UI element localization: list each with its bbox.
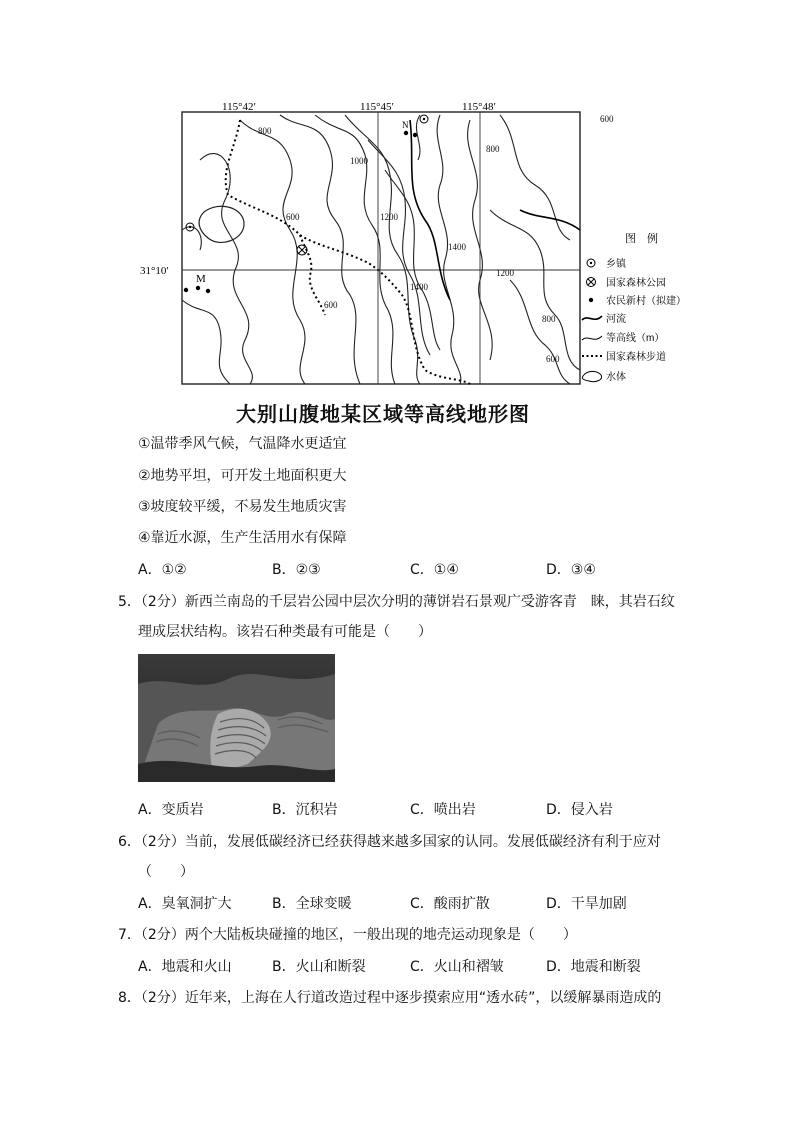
- q6-option-c[interactable]: C．酸雨扩散: [410, 896, 490, 912]
- point-m: [184, 273, 210, 293]
- map-caption: 大别山腹地某区域等高线地形图: [236, 402, 530, 426]
- legend-title: 图 例: [625, 233, 658, 245]
- q6-stem-line1: 6．（2分）当前，发展低碳经济已经获得越来越多国家的认同。发展低碳经济有利于应对: [118, 834, 661, 850]
- contour-label: 1200: [380, 212, 398, 222]
- contour-label: 800: [486, 144, 500, 154]
- contour-label: 1400: [410, 282, 428, 292]
- forest-trail: [300, 235, 325, 315]
- q6-option-a[interactable]: A．臭氧洞扩大: [138, 896, 232, 912]
- contour-label: 1000: [350, 156, 368, 166]
- river-icon: [582, 316, 602, 320]
- statement-2: ②地势平坦，可开发土地面积更大: [138, 468, 347, 484]
- map-legend: [582, 231, 686, 383]
- q4-option-c[interactable]: C．①④: [410, 562, 459, 578]
- contour-icon: [582, 336, 602, 340]
- statement-3: ③坡度较平缓，不易发生地质灾害: [138, 499, 347, 515]
- statement-1: ①温带季风气候，气温降水更适宜: [138, 436, 347, 452]
- legend-label: 水体: [606, 372, 626, 383]
- river: [520, 210, 580, 230]
- legend-label: 等高线（m）: [606, 333, 665, 344]
- lon-label: 115°45′: [360, 101, 394, 113]
- q5-option-a[interactable]: A．变质岩: [138, 802, 204, 818]
- q7-option-d[interactable]: D．地震和断裂: [546, 959, 641, 975]
- q5-option-b[interactable]: B．沉积岩: [272, 802, 338, 818]
- q6-option-d[interactable]: D．干旱加剧: [546, 896, 627, 912]
- contour-label: 800: [542, 314, 556, 324]
- legend-label: 河流: [606, 314, 626, 325]
- q5-option-d[interactable]: D．侵入岩: [546, 802, 613, 818]
- lat-label: 31°10′: [140, 265, 169, 277]
- lon-label: 115°48′: [462, 101, 496, 113]
- forest-trail: [226, 120, 470, 384]
- pancake-rocks-photo: [138, 654, 335, 782]
- water-body-icon: [582, 371, 601, 381]
- new-village-icon: [589, 298, 593, 302]
- point-label-m: M: [196, 273, 206, 285]
- legend-label: 国家森林公园: [606, 278, 666, 289]
- forest-park-icon: [587, 278, 596, 287]
- contour-label: 800: [258, 126, 272, 136]
- legend-label: 农民新村（拟建）: [606, 296, 686, 307]
- q8-stem: 8．（2分）近年来，上海在人行道改造过程中逐步摸索应用“透水砖”，以缓解暴雨造成的: [118, 990, 662, 1006]
- q4-option-b[interactable]: B．②③: [272, 562, 321, 578]
- statement-4: ④靠近水源，生产生活用水有保障: [138, 530, 347, 546]
- q4-option-a[interactable]: A．①②: [138, 562, 187, 578]
- q4-option-d[interactable]: D．③④: [546, 562, 596, 578]
- contour-map-figure: [140, 100, 720, 390]
- contour-label: 600: [600, 114, 614, 124]
- contour-lines: [182, 115, 580, 384]
- q6-stem-line2: （ ）: [138, 864, 194, 880]
- point-label-n: N: [402, 120, 409, 130]
- lon-label: 115°42′: [222, 101, 256, 113]
- town-icon: [587, 259, 595, 267]
- contour-label: 600: [546, 354, 560, 364]
- contour-label: 600: [286, 212, 300, 222]
- contour-label: 600: [324, 300, 338, 310]
- point-n: [402, 115, 428, 137]
- q6-option-b[interactable]: B．全球变暖: [272, 896, 352, 912]
- q7-option-c[interactable]: C．火山和褶皱: [410, 959, 504, 975]
- q5-stem-line2: 理成层状结构。该岩石种类最有可能是（ ）: [138, 624, 432, 640]
- q5-stem-line1: 5．（2分）新西兰南岛的千层岩公园中层次分明的薄饼岩石景观广受游客青 睐，其岩石纹: [118, 594, 675, 610]
- q7-option-a[interactable]: A．地震和火山: [138, 959, 232, 975]
- contour-label: 1400: [448, 242, 466, 252]
- q7-stem: 7．（2分）两个大陆板块碰撞的地区，一般出现的地壳运动现象是（ ）: [118, 927, 577, 943]
- q5-option-c[interactable]: C．喷出岩: [410, 802, 476, 818]
- q7-option-b[interactable]: B．火山和断裂: [272, 959, 366, 975]
- contour-label: 1200: [496, 268, 514, 278]
- legend-label: 国家森林步道: [606, 352, 666, 363]
- legend-label: 乡镇: [606, 259, 626, 270]
